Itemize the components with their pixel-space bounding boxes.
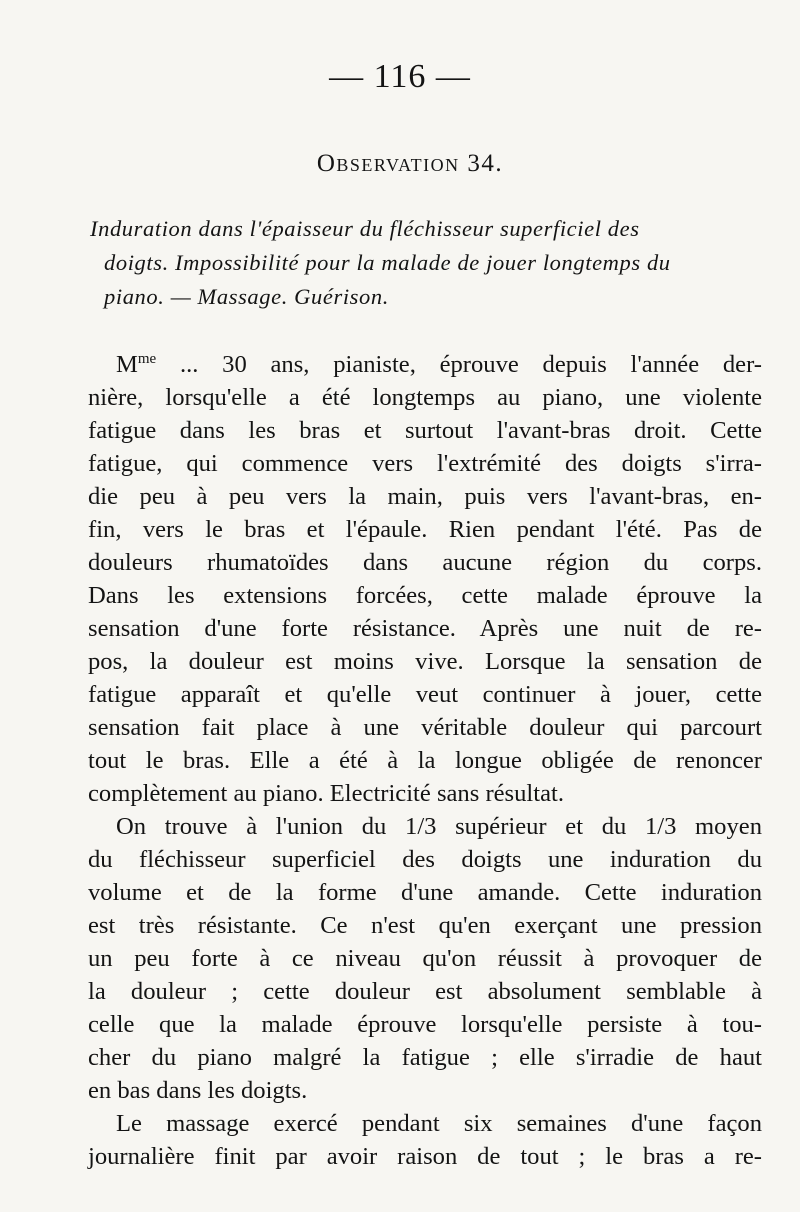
subtitle-line: piano. — Massage. Guérison. [104,284,389,309]
paragraph-line: fatigue apparaît et qu'elle veut continuer à jouer, cette [88,681,762,708]
paragraph-line: est très résistante. Ce n'est qu'en exerçant une pression [88,912,762,939]
subtitle-line: Induration dans l'épaisseur du fléchisseur superficiel des [90,216,640,241]
paragraph-line: sensation fait place à une véritable douleur qui parcourt [88,714,762,741]
paragraph-line: celle que la malade éprouve lorsqu'elle persiste à tou- [88,1011,762,1038]
paragraph-line: pos, la douleur est moins vive. Lorsque la sensation de [88,648,762,675]
title-abbrev-superscript: me [137,351,157,367]
observation-heading: Observation 34. [316,150,504,177]
paragraph-line: douleurs rhumatoïdes dans aucune région du corps. [88,549,762,576]
observation-subtitle [90,212,760,314]
paragraph-line: die peu à peu vers la main, puis vers l'avant-bras, en- [88,483,762,510]
paragraph-line: nière, lorsqu'elle a été longtemps au piano, une violente [88,384,762,411]
paragraph-line: du fléchisseur superficiel des doigts une induration du [88,846,762,873]
paragraph-line: fin, vers le bras et l'épaule. Rien pendant l'été. Pas de [88,516,762,543]
paragraph-line: fatigue dans les bras et surtout l'avant-bras droit. Cette [88,417,762,444]
subtitle-line: doigts. Impossibilité pour la malade de jouer longtemps du [104,250,671,275]
paragraph-line: On trouve à l'union du 1/3 supérieur et du 1/3 moyen [116,813,762,840]
paragraph-line: en bas dans les doigts. [88,1077,308,1104]
paragraph-line: complètement au piano. Electricité sans résultat. [88,780,564,807]
paragraph-line: Dans les extensions forcées, cette malade éprouve la [88,582,762,609]
paragraph-line: la douleur ; cette douleur est absolument semblable à [88,978,762,1005]
paragraph-line: un peu forte à ce niveau qu'on réussit à provoquer de [88,945,762,972]
body-text [88,343,762,1173]
paragraph-line: cher du piano malgré la fatigue ; elle s'irradie de haut [88,1044,762,1071]
paragraph-line: tout le bras. Elle a été à la longue obligée de renoncer [88,747,762,774]
paragraph-line: Le massage exercé pendant six semaines d'une façon [116,1110,762,1137]
paragraph-line: sensation d'une forte résistance. Après une nuit de re- [88,615,762,642]
paragraph-line [88,343,762,381]
page-number: — 116 — [329,58,471,95]
paragraph-line: journalière finit par avoir raison de tout ; le bras a re- [88,1143,762,1170]
title-abbrev: M [116,351,138,378]
paragraph-line-text: ... 30 ans, pianiste, éprouve depuis l'année der- [156,351,762,378]
paragraph-line: volume et de la forme d'une amande. Cette induration [88,879,762,906]
paragraph-line: fatigue, qui commence vers l'extrémité des doigts s'irra- [88,450,762,477]
